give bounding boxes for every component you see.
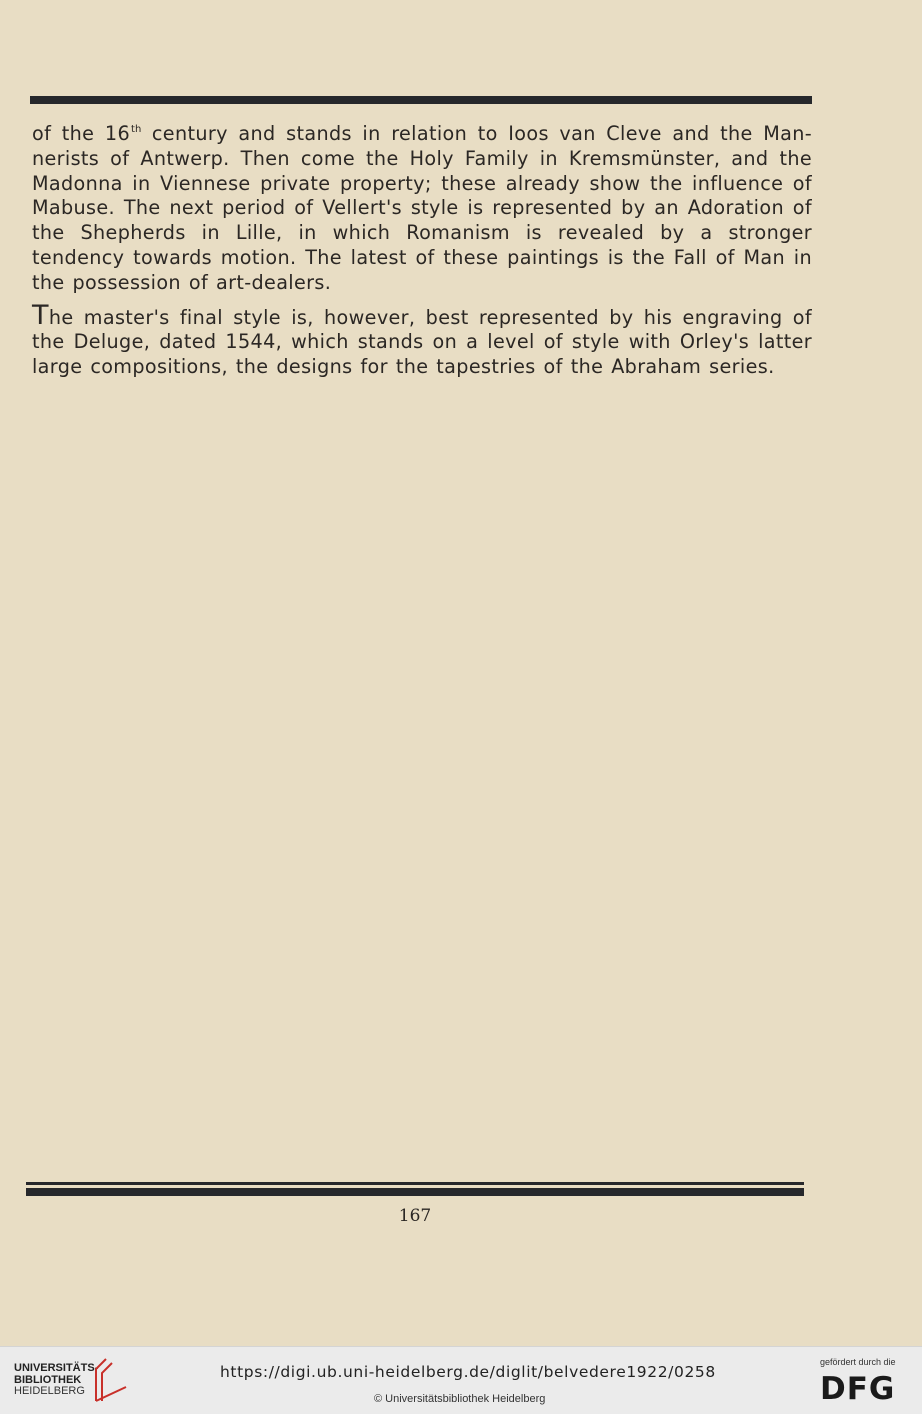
body-text xyxy=(32,118,812,380)
library-name-line-3: HEIDELBERG xyxy=(14,1385,85,1397)
paragraph-1-start: of the 16 xyxy=(32,122,131,145)
bottom-rule-thick xyxy=(26,1188,804,1196)
initial-letter: T xyxy=(32,299,49,331)
library-name xyxy=(14,1363,98,1398)
paragraph-2-rest: he master's final style is, however, best represented by his engraving of the Deluge, dated 1544, which stands on a level of style with Orley's latter large compositions, the designs for the tapestries of the Abraham series. xyxy=(32,305,812,379)
library-logo-icon xyxy=(92,1355,128,1405)
page-number: 167 xyxy=(398,1206,432,1226)
permalink-url[interactable]: https://digi.ub.uni-heidelberg.de/diglit/belvedere1922/0258 xyxy=(220,1363,716,1381)
superscript-th: th xyxy=(131,124,142,135)
paragraph-1-rest: century and stands in relation to Ioos van Cleve and the Man-nerists of Antwerp. Then come the Holy Family in Kremsmünster, and the Madonna in Viennese private property; these already show the influence of Mabuse. The next period of Vellert's style is represented by an Adoration of the Shepherds in Lille, in which Romanism is revealed by a stronger tendency towards motion. The latest of these paintings is the Fall of Man in the possession of art-dealers. xyxy=(32,122,812,294)
paragraph-2 xyxy=(32,299,812,380)
dfg-logo: DFG xyxy=(820,1371,896,1407)
bottom-rule-thin xyxy=(26,1182,804,1185)
funding-note: gefördert durch die xyxy=(820,1357,896,1367)
library-name-line-1: UNIVERSITÄTS- xyxy=(14,1362,99,1374)
library-name-line-2: BIBLIOTHEK xyxy=(14,1373,82,1386)
top-rule xyxy=(30,96,812,104)
footer-bar xyxy=(0,1346,922,1414)
copyright-notice: © Universitätsbibliothek Heidelberg xyxy=(374,1393,546,1405)
paragraph-1 xyxy=(32,118,812,296)
